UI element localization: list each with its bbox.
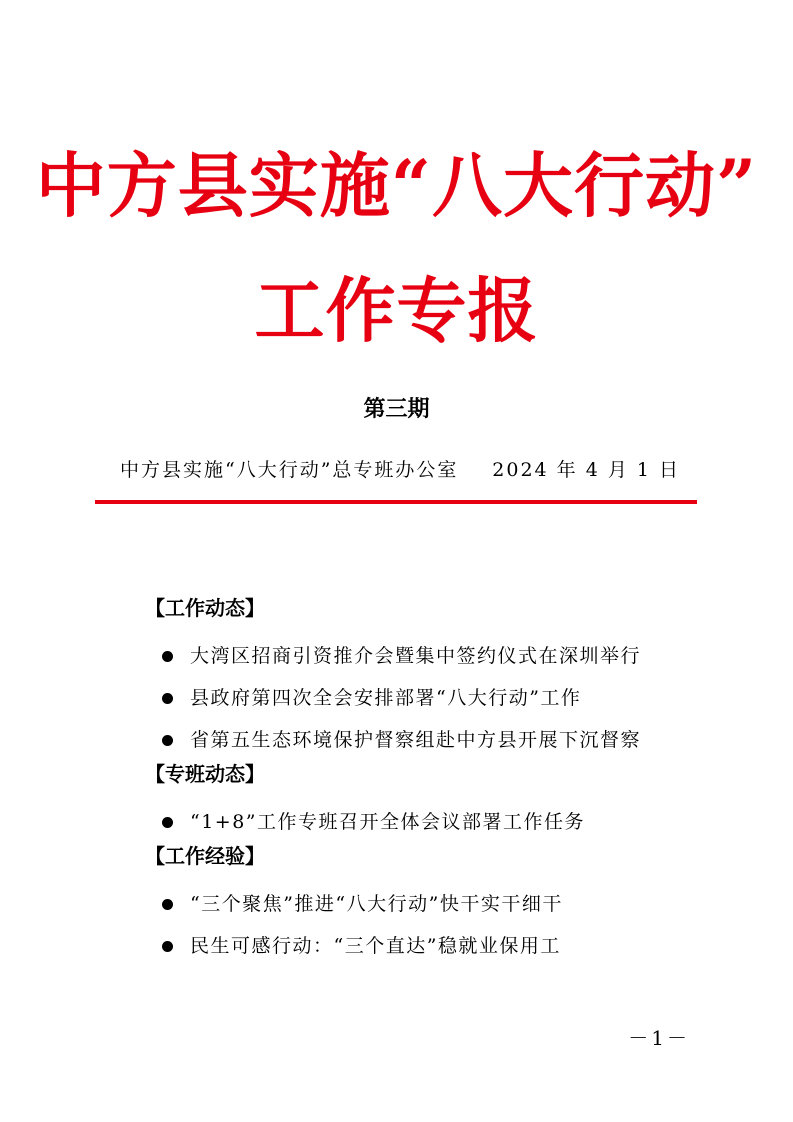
issue-number: 第三期 <box>363 397 430 422</box>
item-text: “三个聚焦”推进“八大行动”快干实干细干 <box>190 893 563 915</box>
list-item <box>145 677 705 719</box>
contents-list <box>145 595 705 967</box>
list-item <box>145 635 705 677</box>
page-number: －1－ <box>628 1026 690 1050</box>
item-text: 民生可感行动：“三个直达”稳就业保用工 <box>190 935 561 957</box>
issuing-office: 中方县实施“八大行动”总专班办公室 <box>120 459 459 481</box>
item-text: 省第五生态环境保护督察组赴中方县开展下沉督察 <box>190 729 642 751</box>
list-item <box>145 925 705 967</box>
section-heading-work-updates: 【工作动态】 <box>145 596 265 620</box>
bullet-icon <box>162 651 173 662</box>
list-item <box>145 719 705 761</box>
issuer-row <box>120 455 680 482</box>
masthead-title-line1: 中方县实施“八大行动” <box>35 144 758 227</box>
list-item <box>145 801 705 843</box>
bullet-icon <box>162 693 173 704</box>
masthead-title-line2: 工作专报 <box>254 269 539 352</box>
item-text: “1+8”工作专班召开全体会议部署工作任务 <box>190 811 586 833</box>
bullet-icon <box>162 817 173 828</box>
bullet-icon <box>162 735 173 746</box>
list-item <box>145 883 705 925</box>
bullet-icon <box>162 941 173 952</box>
red-divider <box>95 500 697 504</box>
item-text: 县政府第四次全会安排部署“八大行动”工作 <box>190 687 582 709</box>
bullet-icon <box>162 899 173 910</box>
issue-date: 2024 年 4 月 1 日 <box>492 459 680 481</box>
item-text: 大湾区招商引资推介会暨集中签约仪式在深圳举行 <box>190 645 642 667</box>
section-heading-work-experience: 【工作经验】 <box>145 844 265 868</box>
section-heading-task-force-updates: 【专班动态】 <box>145 762 265 786</box>
